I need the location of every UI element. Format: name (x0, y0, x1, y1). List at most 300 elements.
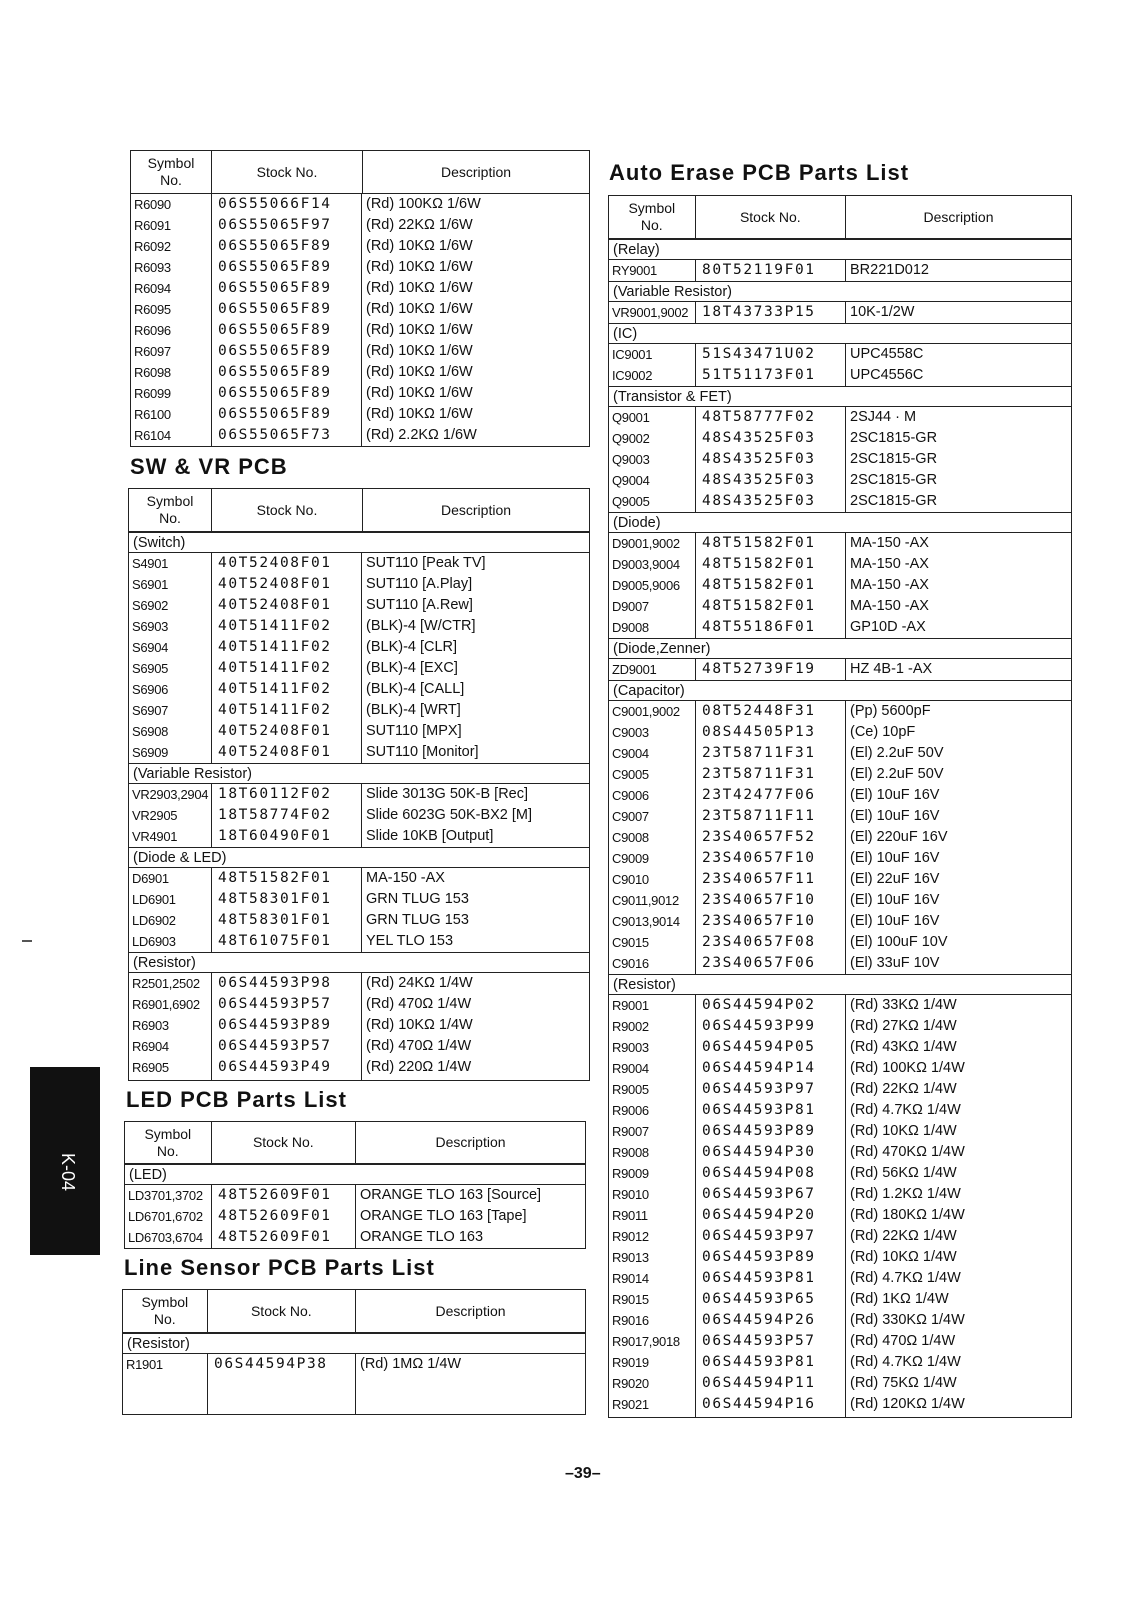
stock-cell: 48T51582F01 (695, 554, 845, 575)
stock-cell: 06S44593P97 (695, 1226, 845, 1247)
description-cell: (Rd) 10KΩ 1/6W (361, 362, 587, 383)
category-row (609, 512, 1071, 533)
stock-cell: 80T52119F01 (695, 260, 845, 281)
symbol-cell: R9012 (612, 1229, 649, 1244)
description-cell: (Rd) 10KΩ 1/6W (361, 299, 587, 320)
description-cell: (Rd) 10KΩ 1/6W (361, 383, 587, 404)
stock-cell: 06S55066F14 (211, 194, 361, 215)
symbol-cell: R9010 (612, 1187, 649, 1202)
symbol-cell: Q9004 (612, 473, 650, 488)
led-title: LED PCB Parts List (126, 1087, 347, 1112)
table-row (609, 617, 1071, 638)
symbol-cell: Q9005 (612, 494, 650, 509)
header-stock: Stock No. (695, 196, 845, 238)
table-header (125, 1122, 585, 1164)
table-row (131, 320, 589, 341)
stock-cell: 06S44594P14 (695, 1058, 845, 1079)
category-label: (Diode & LED) (129, 847, 589, 868)
description-cell: UPC4556C (845, 365, 1071, 386)
description-cell: (Rd) 1MΩ 1/4W (355, 1354, 585, 1375)
symbol-cell: VR2903,2904 (132, 787, 209, 802)
header-desc: Description (845, 196, 1071, 238)
table-row (609, 953, 1071, 974)
table-row (129, 679, 589, 700)
table-header (129, 489, 589, 532)
symbol-cell: C9003 (612, 725, 649, 740)
filler-cell (845, 1415, 1071, 1417)
category-label: (Resistor) (123, 1333, 585, 1354)
symbol-cell: S4901 (132, 556, 169, 571)
category-label: (Variable Resistor) (129, 763, 589, 784)
description-cell: SUT110 [Peak TV] (361, 553, 587, 574)
led-parts-table (124, 1121, 586, 1249)
table-row (129, 721, 589, 742)
description-cell: (Ce) 10pF (845, 722, 1071, 743)
symbol-cell: R2501,2502 (132, 976, 200, 991)
table-row (609, 1310, 1071, 1331)
stock-cell: 06S44593P57 (211, 994, 361, 1015)
category-row (129, 532, 589, 553)
category-row (609, 638, 1071, 659)
stock-cell: 06S44593P81 (695, 1352, 845, 1373)
table-row (609, 785, 1071, 806)
stock-cell: 23T58711F31 (695, 764, 845, 785)
auto-erase-title: Auto Erase PCB Parts List (609, 160, 910, 185)
table-row (125, 1185, 585, 1206)
header-stock: Stock No. (211, 1122, 355, 1163)
description-cell: (Rd) 10KΩ 1/6W (361, 278, 587, 299)
symbol-cell: R9016 (612, 1313, 649, 1328)
table-row (129, 658, 589, 679)
description-cell: (Rd) 4.7KΩ 1/4W (845, 1352, 1071, 1373)
symbol-cell: RY9001 (612, 263, 657, 278)
symbol-cell: S6908 (132, 724, 169, 739)
symbol-cell: C9015 (612, 935, 649, 950)
table-row (131, 383, 589, 404)
table-row (125, 1227, 585, 1248)
symbol-cell: R9008 (612, 1145, 649, 1160)
category-label: (Relay) (609, 239, 1071, 260)
description-cell: (Rd) 10KΩ 1/6W (361, 257, 587, 278)
table-row (129, 973, 589, 994)
header-desc: Description (355, 1290, 585, 1332)
table-row (129, 1015, 589, 1036)
description-cell: (El) 100uF 10V (845, 932, 1071, 953)
table-row (609, 1394, 1071, 1415)
table-row (609, 1373, 1071, 1394)
table-row (609, 848, 1071, 869)
margin-mark (22, 940, 32, 942)
symbol-cell: IC9002 (612, 368, 653, 383)
stock-cell: 06S44594P38 (207, 1354, 355, 1375)
table-row (609, 554, 1071, 575)
symbol-cell: R6096 (134, 323, 171, 338)
description-cell: GP10D -AX (845, 617, 1071, 638)
symbol-cell: LD6901 (132, 892, 176, 907)
stock-cell: 23S40657F52 (695, 827, 845, 848)
symbol-cell: R9014 (612, 1271, 649, 1286)
symbol-cell: R6093 (134, 260, 171, 275)
side-tab-label: K-04 (58, 1153, 78, 1192)
symbol-cell: R6903 (132, 1018, 169, 1033)
stock-cell: 06S44594P02 (695, 995, 845, 1016)
table-row (609, 407, 1071, 428)
table-row (129, 616, 589, 637)
table-row (129, 553, 589, 574)
stock-cell: 06S55065F89 (211, 341, 361, 362)
symbol-cell: C9008 (612, 830, 649, 845)
symbol-cell: S6901 (132, 577, 169, 592)
symbol-cell: R9002 (612, 1019, 649, 1034)
stock-cell: 48T61075F01 (211, 931, 361, 952)
stock-cell: 06S44593P89 (695, 1121, 845, 1142)
header-stock: Stock No. (207, 1290, 355, 1332)
category-row (129, 847, 589, 868)
description-cell: (Rd) 22KΩ 1/6W (361, 215, 587, 236)
table-row (609, 596, 1071, 617)
description-cell: (El) 33uF 10V (845, 953, 1071, 974)
description-cell: 2SC1815-GR (845, 449, 1071, 470)
table-row (131, 404, 589, 425)
description-cell: 2SC1815-GR (845, 428, 1071, 449)
stock-cell: 48T52609F01 (211, 1185, 355, 1206)
symbol-cell: R9021 (612, 1397, 649, 1412)
category-label: (Diode) (609, 512, 1071, 533)
description-cell: (Rd) 10KΩ 1/4W (361, 1015, 587, 1036)
table-row (131, 362, 589, 383)
symbol-cell: R9006 (612, 1103, 649, 1118)
stock-cell: 48T51582F01 (211, 868, 361, 889)
symbol-cell: D9003,9004 (612, 557, 680, 572)
description-cell: (Rd) 22KΩ 1/4W (845, 1226, 1071, 1247)
stock-cell: 06S44593P67 (695, 1184, 845, 1205)
table-row (609, 1226, 1071, 1247)
stock-cell: 06S55065F89 (211, 362, 361, 383)
description-cell: UPC4558C (845, 344, 1071, 365)
category-label: (Diode,Zenner) (609, 638, 1071, 659)
description-cell: Slide 3013G 50K-B [Rec] (361, 784, 587, 805)
description-cell: (Rd) 100KΩ 1/4W (845, 1058, 1071, 1079)
stock-cell: 23S40657F11 (695, 869, 845, 890)
description-cell: MA-150 -AX (845, 533, 1071, 554)
stock-cell: 06S44594P08 (695, 1163, 845, 1184)
table-row (131, 278, 589, 299)
stock-cell: 48S43525F03 (695, 491, 845, 512)
table-row (129, 784, 589, 805)
stock-cell: 06S44593P81 (695, 1268, 845, 1289)
description-cell: 10K-1/2W (845, 302, 1071, 323)
symbol-cell: R9011 (612, 1208, 648, 1223)
symbol-cell: S6906 (132, 682, 169, 697)
category-row (609, 239, 1071, 260)
description-cell: (El) 10uF 16V (845, 848, 1071, 869)
stock-cell: 06S44594P16 (695, 1394, 845, 1415)
symbol-cell: R6100 (134, 407, 171, 422)
stock-cell: 48T58301F01 (211, 910, 361, 931)
description-cell: (El) 10uF 16V (845, 890, 1071, 911)
category-row (609, 281, 1071, 302)
symbol-cell: D6901 (132, 871, 169, 886)
header-symbol: Symbol No. (147, 155, 195, 188)
table-row (609, 1184, 1071, 1205)
stock-cell: 06S44594P11 (695, 1373, 845, 1394)
table-row (131, 257, 589, 278)
stock-cell: 40T51411F02 (211, 658, 361, 679)
description-cell: (Rd) 22KΩ 1/4W (845, 1079, 1071, 1100)
description-cell: 2SJ44 · M (845, 407, 1071, 428)
table-row (609, 1163, 1071, 1184)
stock-cell: 48T51582F01 (695, 575, 845, 596)
table-row (131, 194, 589, 215)
category-label: (IC) (609, 323, 1071, 344)
stock-cell: 23S40657F06 (695, 953, 845, 974)
symbol-cell: R6904 (132, 1039, 169, 1054)
stock-cell: 48S43525F03 (695, 449, 845, 470)
description-cell: (El) 10uF 16V (845, 785, 1071, 806)
description-cell: (Rd) 10KΩ 1/6W (361, 341, 587, 362)
stock-cell: 23S40657F10 (695, 890, 845, 911)
table-row (609, 890, 1071, 911)
header-desc: Description (355, 1122, 585, 1163)
stock-cell: 06S55065F89 (211, 383, 361, 404)
line-sensor-title: Line Sensor PCB Parts List (124, 1255, 435, 1280)
stock-cell: 06S44593P89 (695, 1247, 845, 1268)
symbol-cell: VR4901 (132, 829, 178, 844)
top-parts-table (130, 150, 590, 447)
stock-cell: 48T52609F01 (211, 1206, 355, 1227)
stock-cell: 06S44593P57 (211, 1036, 361, 1057)
symbol-cell: ZD9001 (612, 662, 657, 677)
table-row (609, 995, 1071, 1016)
sw-vr-parts-table (128, 488, 590, 1081)
table-row (129, 1036, 589, 1057)
stock-cell: 51T51173F01 (695, 365, 845, 386)
filler-cell (207, 1375, 355, 1414)
description-cell: (Rd) 4.7KΩ 1/4W (845, 1268, 1071, 1289)
stock-cell: 06S44593P89 (211, 1015, 361, 1036)
description-cell: (BLK)-4 [EXC] (361, 658, 587, 679)
description-cell: (Rd) 1.2KΩ 1/4W (845, 1184, 1071, 1205)
description-cell: (Rd) 220Ω 1/4W (361, 1057, 587, 1078)
stock-cell: 48T58777F02 (695, 407, 845, 428)
symbol-cell: R9009 (612, 1166, 649, 1181)
table-row (609, 533, 1071, 554)
stock-cell: 40T51411F02 (211, 679, 361, 700)
symbol-cell: C9001,9002 (612, 704, 680, 719)
table-row (609, 659, 1071, 680)
description-cell: MA-150 -AX (845, 596, 1071, 617)
stock-cell: 06S55065F89 (211, 278, 361, 299)
category-label: (Switch) (129, 532, 589, 553)
symbol-cell: R9017,9018 (612, 1334, 680, 1349)
description-cell: (BLK)-4 [WRT] (361, 700, 587, 721)
stock-cell: 48T58301F01 (211, 889, 361, 910)
table-row (129, 826, 589, 847)
category-label: (Transistor & FET) (609, 386, 1071, 407)
description-cell: SUT110 [Monitor] (361, 742, 587, 763)
stock-cell: 48T52739F19 (695, 659, 845, 680)
stock-cell: 06S44593P99 (695, 1016, 845, 1037)
symbol-cell: S6904 (132, 640, 169, 655)
symbol-cell: R9001 (612, 998, 649, 1013)
table-row (609, 1058, 1071, 1079)
description-cell: (Rd) 1KΩ 1/4W (845, 1289, 1071, 1310)
description-cell: ORANGE TLO 163 (355, 1227, 585, 1248)
stock-cell: 06S44594P05 (695, 1037, 845, 1058)
table-row (609, 1289, 1071, 1310)
stock-cell: 06S55065F89 (211, 299, 361, 320)
category-row (609, 386, 1071, 407)
description-cell: SUT110 [A.Play] (361, 574, 587, 595)
category-label: (Capacitor) (609, 680, 1071, 701)
symbol-cell: LD6701,6702 (128, 1209, 203, 1224)
header-symbol: Symbol No. (144, 1125, 192, 1159)
symbol-cell: R9019 (612, 1355, 649, 1370)
symbol-cell: R6097 (134, 344, 171, 359)
line-sensor-parts-table (122, 1289, 586, 1415)
symbol-cell: S6905 (132, 661, 169, 676)
symbol-cell: R6099 (134, 386, 171, 401)
stock-cell: 06S55065F73 (211, 425, 361, 446)
symbol-cell: D9001,9002 (612, 536, 680, 551)
category-label: (Resistor) (129, 952, 589, 973)
description-cell: (Rd) 100KΩ 1/6W (361, 194, 587, 215)
header-desc: Description (362, 151, 589, 193)
side-tab (30, 1067, 100, 1255)
table-row (609, 575, 1071, 596)
symbol-cell: R9020 (612, 1376, 649, 1391)
description-cell: ORANGE TLO 163 [Tape] (355, 1206, 585, 1227)
description-cell: (BLK)-4 [W/CTR] (361, 616, 587, 637)
description-cell: (Pp) 5600pF (845, 701, 1071, 722)
description-cell: BR221D012 (845, 260, 1071, 281)
header-symbol: Symbol No. (628, 200, 676, 233)
stock-cell: 06S44594P30 (695, 1142, 845, 1163)
table-row (131, 425, 589, 446)
symbol-cell: R6104 (134, 428, 171, 443)
stock-cell: 06S44593P65 (695, 1289, 845, 1310)
symbol-cell: R9004 (612, 1061, 649, 1076)
category-row (125, 1164, 585, 1185)
table-row (609, 869, 1071, 890)
stock-cell: 18T43733P15 (695, 302, 845, 323)
stock-cell: 48T51582F01 (695, 533, 845, 554)
description-cell: (El) 10uF 16V (845, 806, 1071, 827)
symbol-cell: C9004 (612, 746, 649, 761)
description-cell: (BLK)-4 [CALL] (361, 679, 587, 700)
symbol-cell: Q9002 (612, 431, 650, 446)
description-cell: (Rd) 470Ω 1/4W (361, 1036, 587, 1057)
description-cell: (Rd) 24KΩ 1/4W (361, 973, 587, 994)
table-row (609, 449, 1071, 470)
filler-cell (355, 1375, 585, 1414)
stock-cell: 06S44593P98 (211, 973, 361, 994)
description-cell: (Rd) 470KΩ 1/4W (845, 1142, 1071, 1163)
description-cell: (Rd) 56KΩ 1/4W (845, 1163, 1071, 1184)
table-row (609, 1100, 1071, 1121)
stock-cell: 06S55065F89 (211, 404, 361, 425)
stock-cell: 40T52408F01 (211, 595, 361, 616)
stock-cell: 18T60112F02 (211, 784, 361, 805)
description-cell: (BLK)-4 [CLR] (361, 637, 587, 658)
symbol-cell: LD6902 (132, 913, 176, 928)
description-cell: (Rd) 2.2KΩ 1/6W (361, 425, 587, 446)
table-row (609, 1247, 1071, 1268)
stock-cell: 06S55065F89 (211, 236, 361, 257)
symbol-cell: R6094 (134, 281, 171, 296)
table-row (129, 868, 589, 889)
table-row (609, 911, 1071, 932)
header-symbol: Symbol No. (146, 493, 194, 526)
table-row (609, 302, 1071, 323)
symbol-cell: Q9003 (612, 452, 650, 467)
stock-cell: 48T55186F01 (695, 617, 845, 638)
description-cell: (El) 2.2uF 50V (845, 764, 1071, 785)
symbol-cell: C9010 (612, 872, 649, 887)
symbol-cell: D9005,9006 (612, 578, 680, 593)
symbol-cell: R6095 (134, 302, 171, 317)
stock-cell: 23T58711F11 (695, 806, 845, 827)
description-cell: MA-150 -AX (845, 554, 1071, 575)
description-cell: (Rd) 75KΩ 1/4W (845, 1373, 1071, 1394)
table-row (129, 889, 589, 910)
stock-cell: 23T58711F31 (695, 743, 845, 764)
description-cell: (Rd) 10KΩ 1/4W (845, 1121, 1071, 1142)
table-row (609, 722, 1071, 743)
description-cell: (Rd) 10KΩ 1/6W (361, 404, 587, 425)
stock-cell: 06S44593P81 (695, 1100, 845, 1121)
table-filler (123, 1375, 585, 1414)
symbol-cell: S6902 (132, 598, 169, 613)
category-row (129, 763, 589, 784)
table-row (609, 1121, 1071, 1142)
table-row (129, 994, 589, 1015)
symbol-cell: R9013 (612, 1250, 649, 1265)
stock-cell: 48S43525F03 (695, 470, 845, 491)
description-cell: (Rd) 10KΩ 1/4W (845, 1247, 1071, 1268)
auto-erase-parts-table (608, 195, 1072, 1418)
category-row (609, 323, 1071, 344)
description-cell: 2SC1815-GR (845, 491, 1071, 512)
description-cell: Slide 10KB [Output] (361, 826, 587, 847)
table-row (129, 910, 589, 931)
description-cell: (Rd) 470Ω 1/4W (845, 1331, 1071, 1352)
symbol-cell: S6907 (132, 703, 169, 718)
description-cell: 2SC1815-GR (845, 470, 1071, 491)
table-row (609, 260, 1071, 281)
description-cell: (Rd) 27KΩ 1/4W (845, 1016, 1071, 1037)
symbol-cell: R9007 (612, 1124, 649, 1139)
symbol-cell: D9007 (612, 599, 649, 614)
symbol-cell: R6090 (134, 197, 171, 212)
stock-cell: 23T42477F06 (695, 785, 845, 806)
description-cell: YEL TLO 153 (361, 931, 587, 952)
table-row (129, 1057, 589, 1078)
table-row (609, 806, 1071, 827)
stock-cell: 40T51411F02 (211, 616, 361, 637)
symbol-cell: R9005 (612, 1082, 649, 1097)
symbol-cell: C9016 (612, 956, 649, 971)
symbol-cell: LD6703,6704 (128, 1230, 203, 1245)
table-row (609, 428, 1071, 449)
table-row (609, 1142, 1071, 1163)
page-number: –39– (565, 1465, 601, 1482)
stock-cell: 06S44594P26 (695, 1310, 845, 1331)
table-row (129, 931, 589, 952)
table-row (609, 1268, 1071, 1289)
symbol-cell: C9011,9012 (612, 893, 679, 908)
table-row (131, 236, 589, 257)
